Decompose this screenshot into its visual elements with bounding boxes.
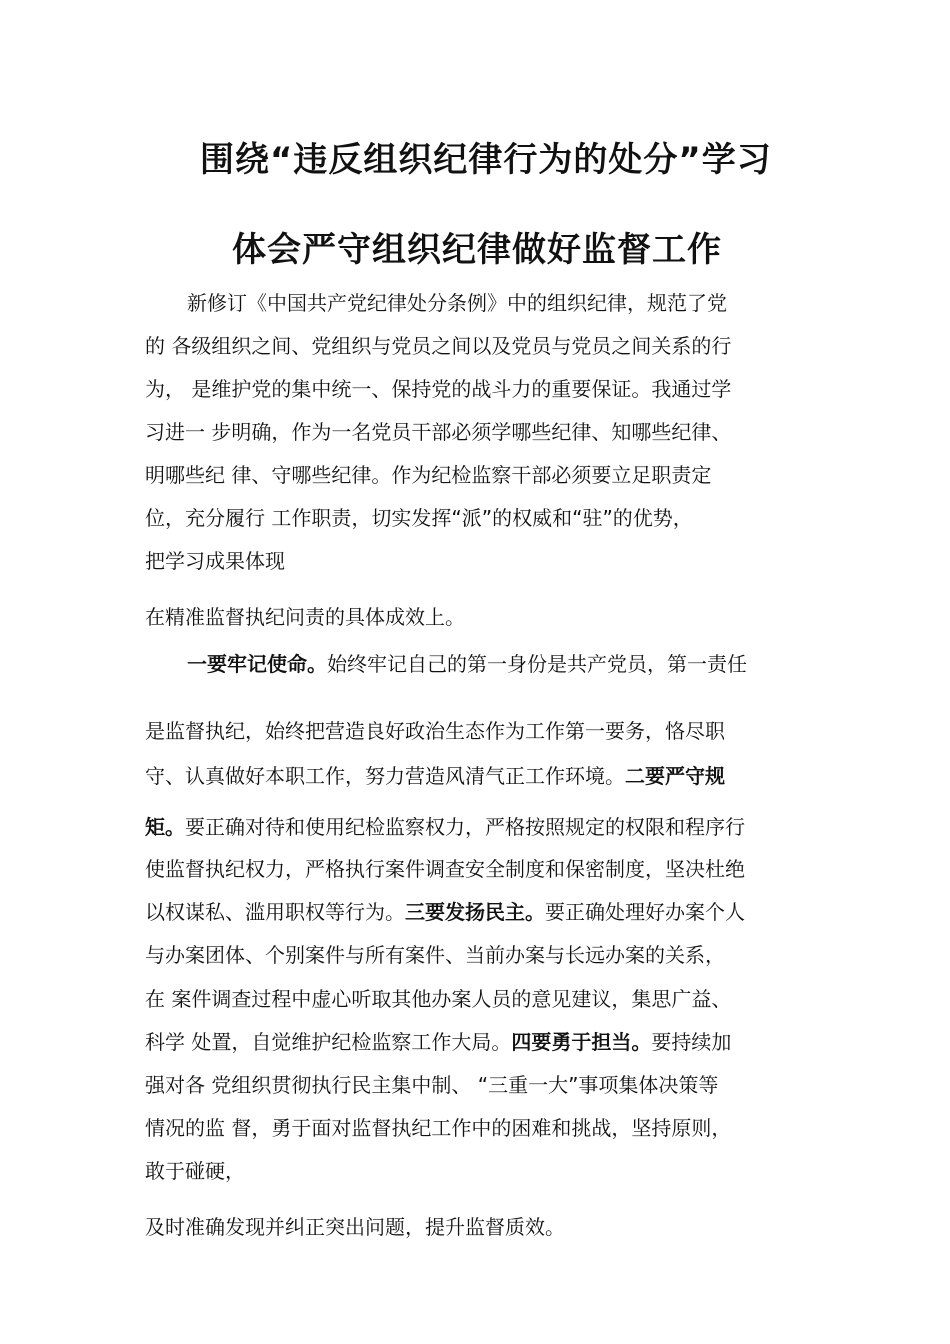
paragraph-line: 情况的监 督，勇于面对监督执纪工作中的困难和挑战，坚持原则，	[145, 1116, 732, 1140]
paragraph-text: 要持续加	[651, 1030, 732, 1054]
paragraph-line: 与办案团体、个别案件与所有案件、当前办案与长远办案的关系，	[145, 943, 725, 967]
paragraph-line: 的 各级组织之间、党组织与党员之间以及党员与党员之间关系的行	[145, 334, 732, 358]
paragraph-line: 在精准监督执纪问责的具体成效上。	[145, 605, 465, 629]
bold-heading: 矩。	[145, 815, 185, 839]
paragraph-line: 为， 是维护党的集中统一、保持党的战斗力的重要保证。我通过学	[145, 377, 732, 401]
paragraph-line: 强对各 党组织贯彻执行民主集中制、 “三重一大”事项集体决策等	[145, 1073, 719, 1097]
bold-heading: 二要严守规	[625, 764, 725, 788]
paragraph-line	[145, 813, 745, 841]
paragraph-line: 是监督执纪，始终把营造良好政治生态作为工作第一要务，恪尽职	[145, 719, 725, 743]
paragraph-line	[145, 1028, 731, 1056]
paragraph-line: 明哪些纪 律、守哪些纪律。作为纪检监察干部必须要立足职责定	[145, 463, 712, 487]
paragraph-text: 要正确处理好办案个人	[545, 900, 745, 924]
paragraph-line	[145, 762, 725, 790]
bold-heading: 四要勇于担当。	[511, 1030, 652, 1054]
paragraph-text: 始终牢记自己的第一身份是共产党员，第一责任	[327, 652, 747, 676]
paragraph-line: 敢于碰硬，	[145, 1159, 245, 1183]
bold-heading: 一要牢记使命。	[187, 652, 327, 676]
paragraph-line	[187, 650, 747, 678]
paragraph-line: 习进一 步明确，作为一名党员干部必须学哪些纪律、知哪些纪律、	[145, 420, 732, 444]
paragraph-line: 把学习成果体现	[145, 549, 285, 573]
paragraph-line: 位，充分履行 工作职责，切实发挥“派”的权威和“驻”的优势，	[145, 506, 693, 530]
paragraph-line: 使监督执纪权力，严格执行案件调查安全制度和保密制度，坚决杜绝	[145, 857, 745, 881]
bold-heading: 三要发扬民主。	[405, 900, 545, 924]
paragraph-line: 及时准确发现并纠正突出问题，提升监督质效。	[145, 1215, 565, 1239]
paragraph-text: 守、认真做好本职工作，努力营造风清气正工作环境。	[145, 764, 625, 788]
paragraph-line: 在 案件调查过程中虚心听取其他办案人员的意见建议，集思广益、	[145, 987, 732, 1011]
paragraph-line	[145, 898, 745, 926]
paragraph-text: 科学 处置，自觉维护纪检监察工作大局。	[145, 1030, 512, 1054]
paragraph-text: 要正确对待和使用纪检监察权力，严格按照规定的权限和程序行	[185, 815, 745, 839]
document-title-line-2: 体会严守组织纪律做好监督工作	[232, 230, 722, 270]
paragraph-text: 以权谋私、滥用职权等行为。	[145, 900, 405, 924]
document-title-line-1: 围绕“违反组织纪律行为的处分”学习	[200, 140, 772, 180]
paragraph-line: 新修订《中国共产党纪律处分条例》中的组织纪律，规范了党	[187, 291, 727, 315]
